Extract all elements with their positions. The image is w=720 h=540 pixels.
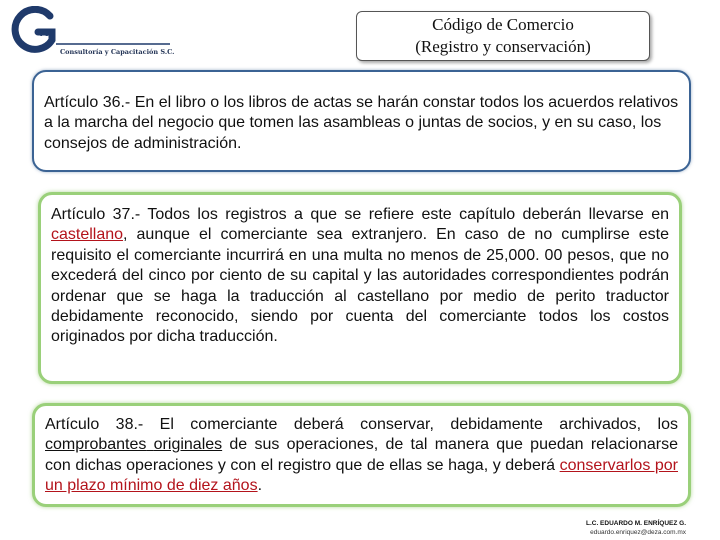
article-38-underline-comprobantes: comprobantes <box>45 436 147 454</box>
article-38-underline-space <box>146 436 153 453</box>
article-36-text: Artículo 36.- En el libro o los libros de actas se harán constar todos los acuerdos relativos a la marcha del negocio que tomen las asambleas o juntas de socios, y en su caso, los consejos de administración. <box>44 94 679 152</box>
logo-subtext: va <box>38 26 52 39</box>
footer-email: eduardo.enriquez@deza.com.mx <box>590 529 686 536</box>
company-logo <box>4 6 194 54</box>
gva-logo-mark <box>4 6 194 54</box>
article-37-highlight: castellano <box>51 226 124 244</box>
logo-tagline: Consultoría y Capacitación S.C. <box>60 48 175 56</box>
article-37-text-part2: , aunque el comerciante sea extranjero. En caso de no cumplirse este requisito el comerciante incurrirá en una multa no menos de 25,000. 00 pesos, que no excederá del cinco por ciento de su capital y las autoridades correspondientes podrán ordenar que se haga la traducción al castellano por medio de perito traductor debidamente reconocido, siendo por cuenta del comerciante todos los costos originados por dicha traducción. <box>51 226 669 346</box>
article-38-box <box>32 403 691 507</box>
article-36-box <box>32 70 691 172</box>
article-37-box <box>38 192 682 384</box>
article-38-text-end: . <box>257 477 263 495</box>
article-38-underline-originales: originales <box>153 436 223 454</box>
article-38-text-part2: de sus operaciones, de tal manera que puedan relacionarse con dichas operaciones y con el registro que de ellas se haga, y deberá <box>45 436 678 474</box>
article-38-highlight: conservarlos por un plazo mínimo de diez años <box>45 456 678 495</box>
title-box <box>356 11 650 61</box>
article-37-text-part1: Artículo 37.- Todos los registros a que se refiere este capítulo deberán llevarse en <box>51 206 669 223</box>
title-line-2: (Registro y conservación) <box>415 37 591 56</box>
title-line-1: Código de Comercio <box>432 15 574 34</box>
footer-author-name: L.C. EDUARDO M. ENRÍQUEZ G. <box>585 520 686 527</box>
article-38-text-part1: Artículo 38.- El comerciante deberá conservar, debidamente archivados, los <box>45 416 678 433</box>
